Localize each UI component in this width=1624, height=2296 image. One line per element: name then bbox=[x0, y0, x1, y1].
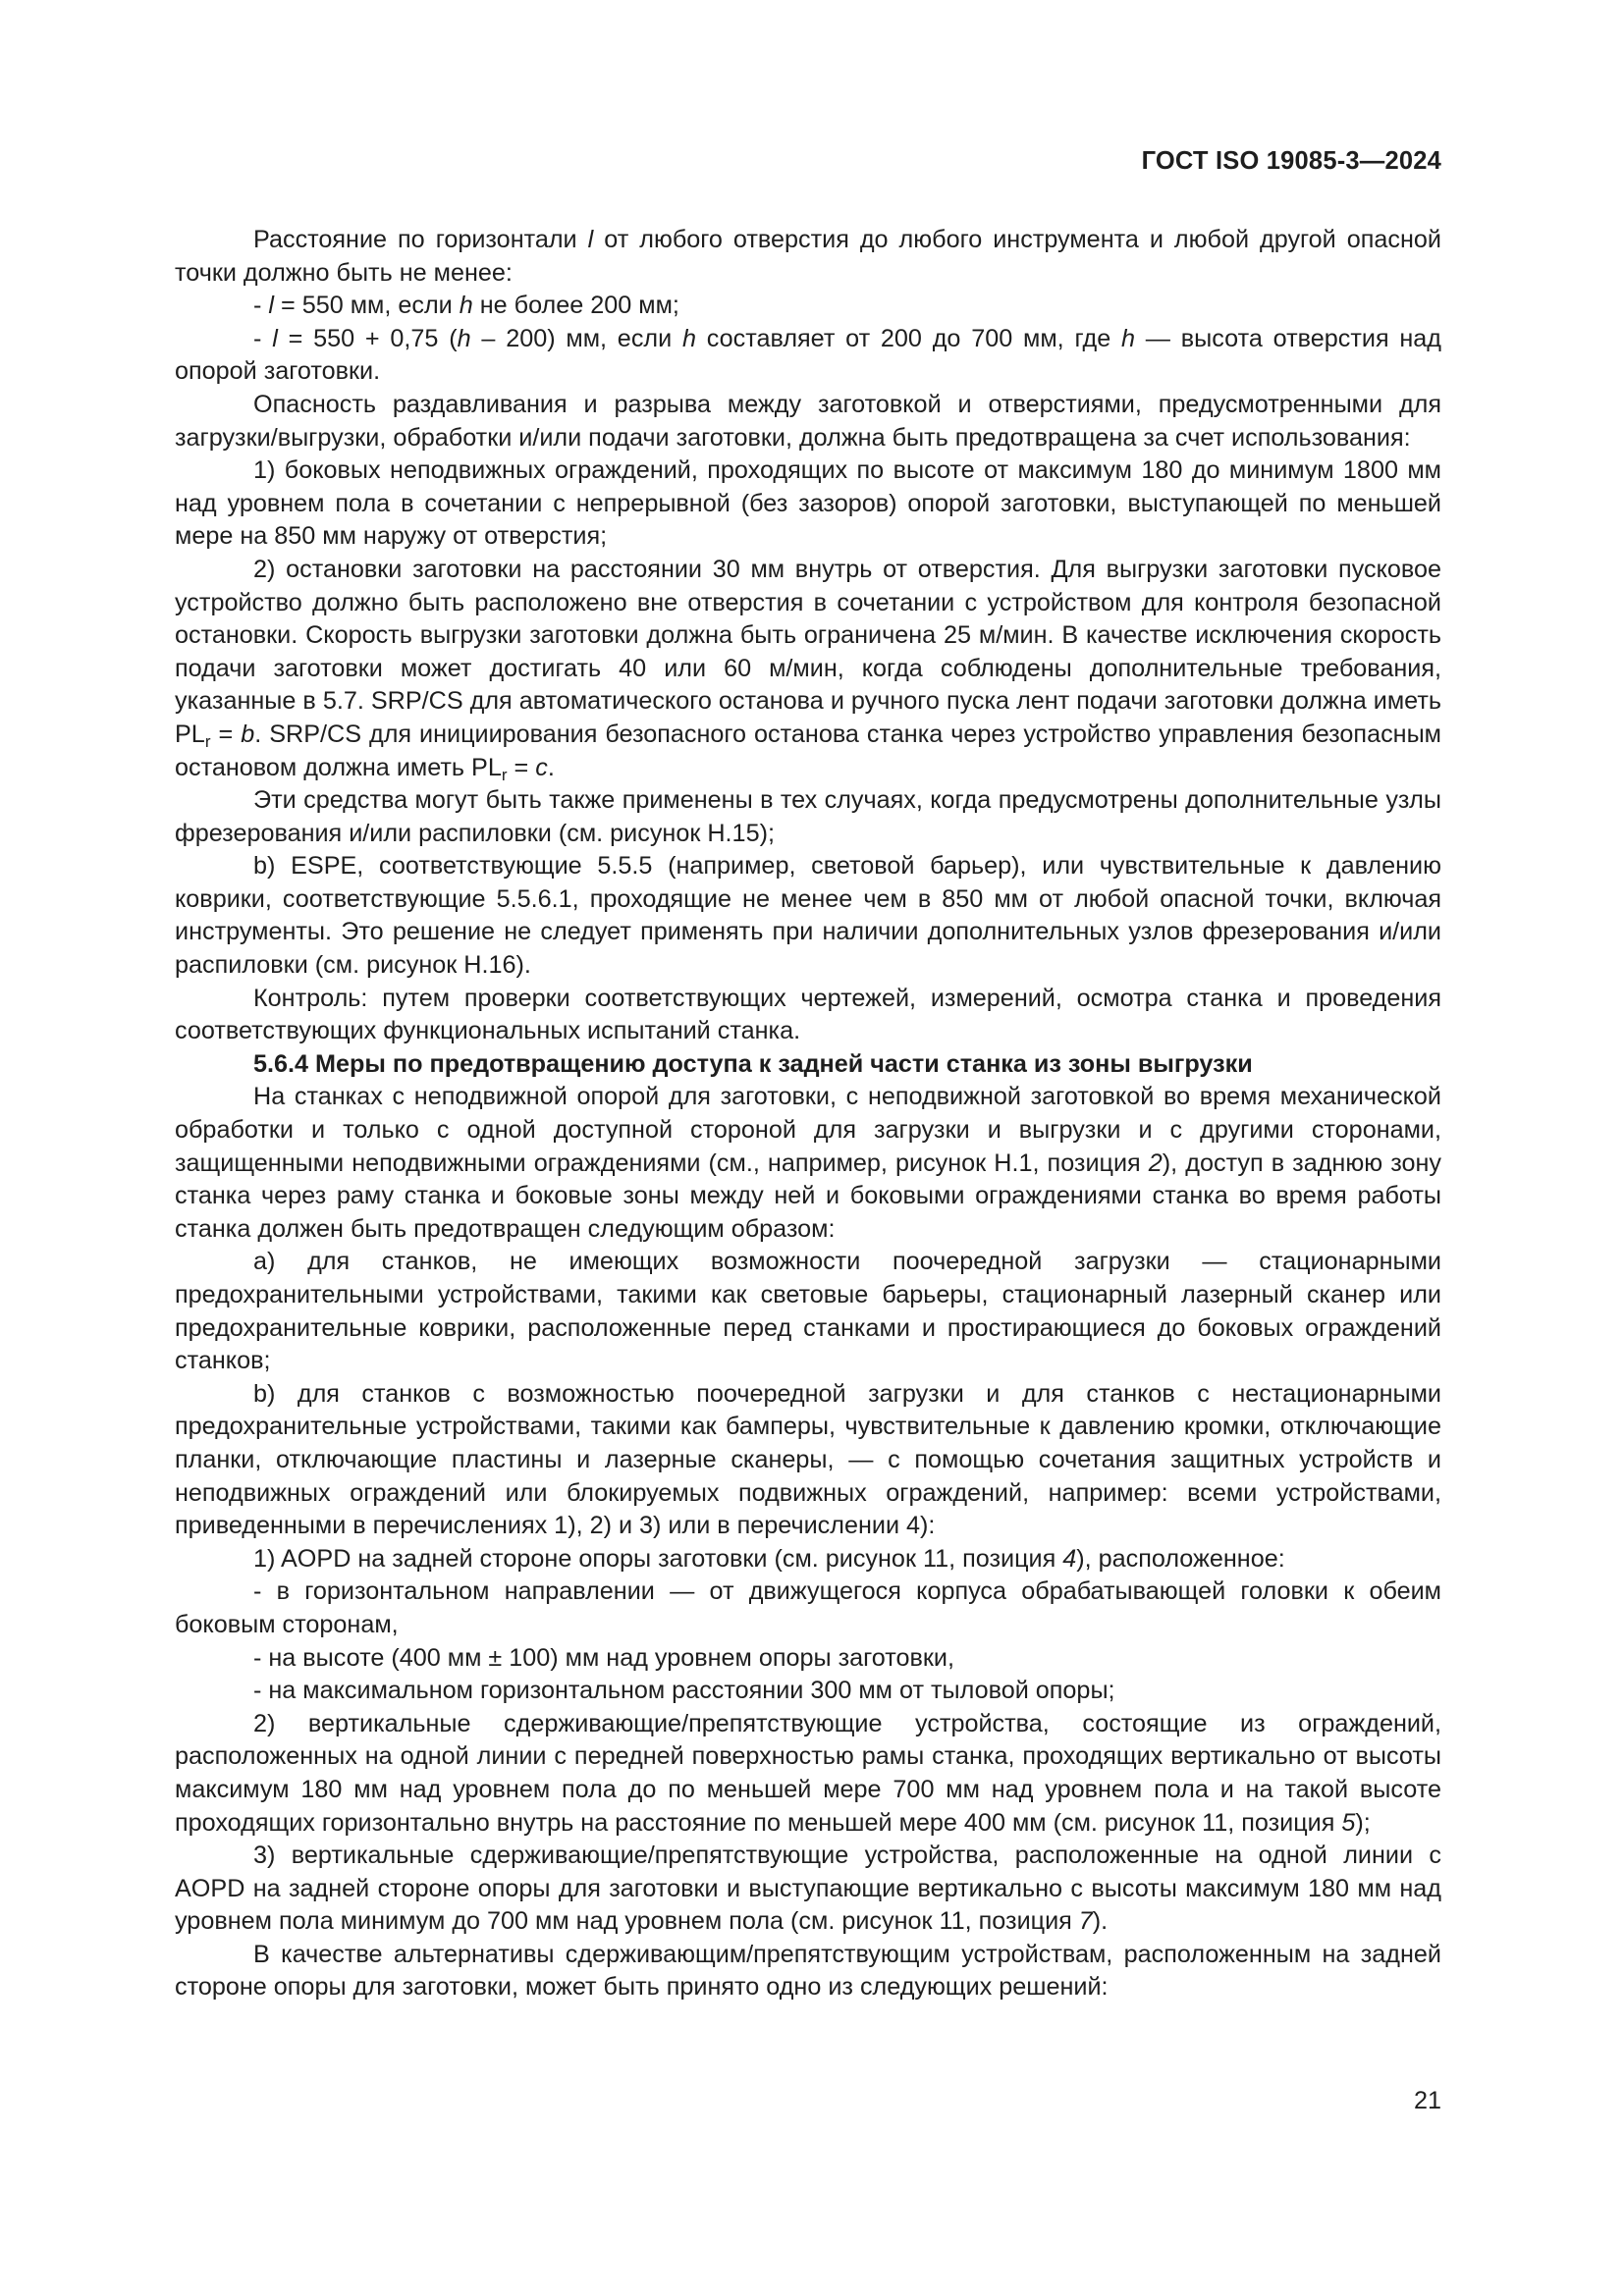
paragraph-additional-units: Эти средства могут быть также применены в тех случаях, когда предусмотрены дополнительные узлы фрезерования и/или распиловки (см. рисунок Н.15); bbox=[175, 786, 1441, 847]
list-item-vertical-guards-rear: 3) вертикальные сдерживающие/препятствующие устройства, расположенные на одной линии с AOPD на задней стороне опоры для заготовки и выступающие вертикально с высоты максимум 180 мм над уровнем пола минимум до 700 мм над уровнем пола (см. рисунок 11, позиция 7). bbox=[175, 1842, 1441, 1936]
list-item-distance-2: - l = 550 + 0,75 (h – 200) мм, если h составляет от 200 до 700 мм, где h — высота отверстия над опорой заготовки. bbox=[175, 324, 1441, 386]
list-item-distance-1: - l = 550 мм, если h не более 200 мм; bbox=[253, 292, 679, 320]
list-item-espe: b) ESPE, соответствующие 5.5.5 (например, световой барьер), или чувствительные к давлению коврики, соответствующие 5.5.6.1, проходящие не менее чем в 850 мм от любой опасной точки, включая инструменты. Это решение не следует применять при наличии дополнительных узлов фрезерования и/или распиловки (см. рисунок Н.16). bbox=[175, 852, 1441, 980]
list-item-aopd-horizontal: - в горизонтальном направлении — от движущегося корпуса обрабатывающей головки к обеим боковым сторонам, bbox=[175, 1577, 1441, 1638]
document-standard-id: ГОСТ ISO 19085-3—2024 bbox=[1141, 147, 1441, 175]
section-heading-5-6-4: 5.6.4 Меры по предотвращению доступа к задней части станка из зоны выгрузки bbox=[253, 1049, 1253, 1078]
paragraph-crush-hazard: Опасность раздавливания и разрыва между заготовкой и отверстиями, предусмотренными для загрузки/выгрузки, обработки и/или подачи заготовки, должна быть предотвращена за счет использования: bbox=[175, 390, 1441, 452]
paragraph-verification: Контроль: путем проверки соответствующих чертежей, измерений, осмотра станка и проведения соответствующих функциональных испытаний станка. bbox=[175, 984, 1441, 1045]
paragraph-distance-rule: Расстояние по горизонтали l от любого отверстия до любого инструмента и любой другой опасной точки должно быть не менее: bbox=[175, 226, 1441, 287]
list-item-side-guards: 1) боковых неподвижных ограждений, проходящих по высоте от максимум 180 до минимум 1800 мм над уровнем пола в сочетании с непрерывной (без зазоров) опорой заготовки, выступающей по меньшей мере на 850 мм наружу от отверстия; bbox=[175, 456, 1441, 551]
list-item-vertical-guards-front: 2) вертикальные сдерживающие/препятствующие устройства, состоящие из ограждений, расположенных на одной линии с передней поверхностью рамы станка, проходящих вертикально от высоты максимум 180 мм над уровнем пола до по меньшей мере 700 мм над уровнем пола и на такой высоте проходящих горизонтально внутрь на расстояние по меньшей мере 400 мм (см. рисунок 11, позиция 5); bbox=[175, 1709, 1441, 1837]
paragraph-alternatives: В качестве альтернативы сдерживающим/препятствующим устройствам, расположенным на задней стороне опоры для заготовки, может быть принято одно из следующих решений: bbox=[175, 1940, 1441, 2002]
page-number: 21 bbox=[1413, 2087, 1441, 2114]
list-item-alternate-loading: b) для станков с возможностью поочередной загрузки и для станков с нестационарными предохранительные устройствами, такими как бамперы, чувствительные к давлению кромки, отключающие планки, отключающие пластины и лазерные сканеры, — с помощью сочетания защитных устройств и неподвижных ограждений или блокируемых подвижных ограждений, например: всеми устройствами, приведенными в перечислениях 1), 2) и 3) или в перечислении 4): bbox=[175, 1379, 1441, 1540]
list-item-no-alternate-loading: a) для станков, не имеющих возможности поочередной загрузки — стационарными предохранительными устройствами, такими как световые барьеры, стационарный лазерный сканер или предохранительные коврики, расположенные перед станками и простирающиеся до боковых ограждений станков; bbox=[175, 1248, 1441, 1375]
document-body bbox=[175, 224, 1441, 2004]
paragraph-rear-access: На станках с неподвижной опорой для заготовки, с неподвижной заготовкой во время механической обработки и только с одной доступной стороной для загрузки и выгрузки и с другими сторонами, защищенными неподвижными ограждениями (см., например, рисунок Н.1, позиция 2), доступ в заднюю зону станка через раму станка и боковые зоны между ней и боковыми ограждениями станка во время работы станка должен быть предотвращен следующим образом: bbox=[175, 1083, 1441, 1243]
list-item-aopd-height: - на высоте (400 мм ± 100) мм над уровнем опоры заготовки, bbox=[253, 1643, 954, 1672]
list-item-aopd-distance: - на максимальном горизонтальном расстоянии 300 мм от тыловой опоры; bbox=[253, 1677, 1115, 1705]
list-item-aopd: 1) AOPD на задней стороне опоры заготовки (см. рисунок 11, позиция 4), расположенное: bbox=[253, 1544, 1285, 1573]
list-item-workpiece-stop: 2) остановки заготовки на расстоянии 30 мм внутрь от отверстия. Для выгрузки заготовки пусковое устройство должно быть расположено вне отверстия в сочетании с устройством для контроля безопасной остановки. Скорость выгрузки заготовки должна быть ограничена 25 м/мин. В качестве исключения скорость подачи заготовки может достигать 40 или 60 м/мин, когда соблюдены дополнительные требования, указанные в 5.7. SRP/CS для автоматического останова и ручного пуска лент подачи заготовки должна иметь $PL_r = b$. SRP/CS для инициирования безопасного останова станка через устройство управления безопасным остановом должна иметь $PL_r = c$. bbox=[175, 555, 1441, 784]
